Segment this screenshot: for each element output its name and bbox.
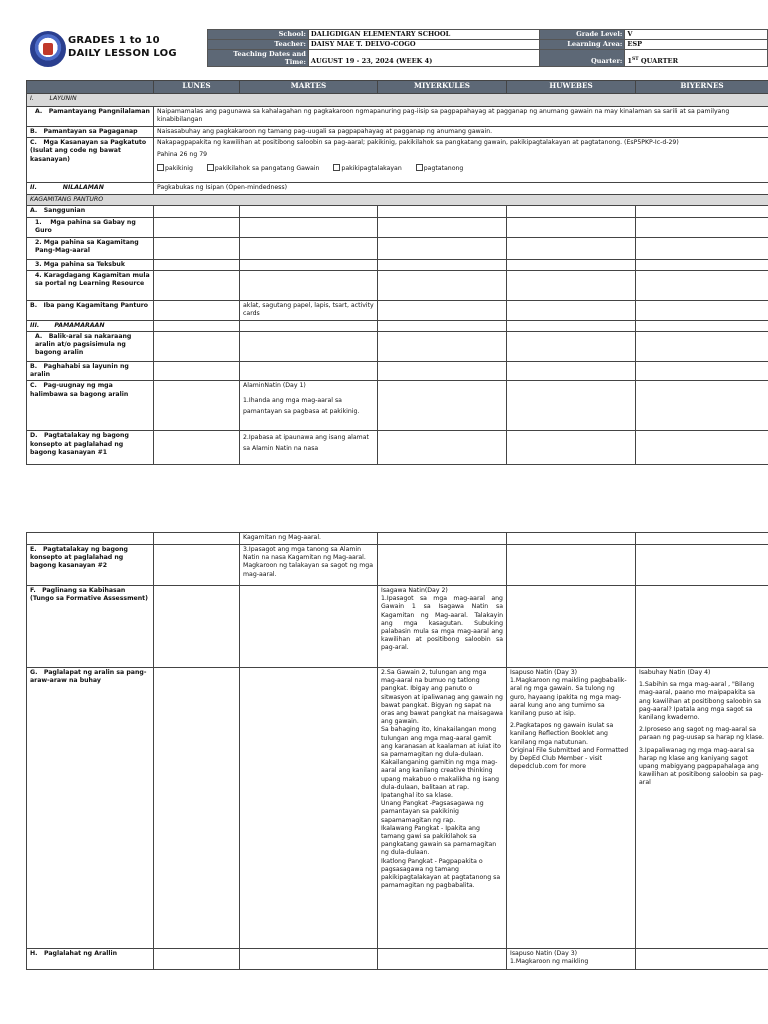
title-line-1: GRADES 1 to 10 bbox=[68, 35, 160, 46]
cell-empty bbox=[636, 332, 768, 362]
cell-empty bbox=[507, 362, 636, 381]
cell-empty bbox=[154, 431, 240, 465]
grade-value: V bbox=[625, 30, 768, 40]
row-label-gabay-guro: 1. Mga pahina sa Gabay ng Guro bbox=[27, 217, 154, 237]
cell-empty bbox=[154, 533, 240, 545]
checkbox-pagtatanong bbox=[416, 164, 464, 173]
cell-empty bbox=[636, 320, 768, 331]
row-label-iba-pang-kagamitan: B. Iba pang Kagamitang Panturo bbox=[27, 300, 154, 320]
cell-empty bbox=[507, 332, 636, 362]
depedclub-credit: Original File Submitted and Formatted by DepEd Club Member - visit depedclub.com for more bbox=[510, 746, 629, 771]
cell-empty bbox=[154, 949, 240, 970]
row-label-pagtatalakay-2: E. Pagtatalakay ng bagong konsepto at paglalahad ng bagong kasanayan #2 bbox=[27, 545, 154, 586]
checkbox-icon bbox=[207, 164, 214, 171]
cell-empty bbox=[240, 270, 378, 300]
cell-empty bbox=[378, 362, 507, 381]
header-info-table bbox=[207, 29, 768, 67]
check-label: pagtatanong bbox=[423, 164, 464, 172]
cell-empty bbox=[636, 217, 768, 237]
kasanayan-cell bbox=[154, 138, 768, 183]
quarter-label: Quarter: bbox=[539, 50, 625, 67]
dates-label-1: Teaching Dates and bbox=[233, 50, 306, 58]
ikalawang-pangkat: Ikalawang Pangkat - Ipakita ang tamang gawi sa pakikilahok sa pangkatang gawain sa pamamagitan ng dula-dulaan. bbox=[381, 824, 497, 857]
day-header-martes: MARTES bbox=[240, 81, 378, 94]
cell-empty bbox=[378, 545, 507, 586]
row-label-paglalahat: H. Paglalahat ng Arallin bbox=[27, 949, 154, 970]
school-label: School: bbox=[208, 30, 309, 40]
dates-label-2: Time: bbox=[284, 58, 306, 66]
cell-empty bbox=[507, 533, 636, 545]
cell-empty bbox=[240, 668, 378, 949]
row-label-kasanayan: C. Mga Kasanayan sa Pagkatuto (Isulat ang code ng bawat kasanayan) bbox=[27, 138, 154, 183]
row-label-paglinang: F. Paglinang sa Kabihasan (Tungo sa Formative Assessment) bbox=[27, 586, 154, 668]
cell-empty bbox=[378, 217, 507, 237]
checkbox-pakikinig bbox=[157, 164, 193, 173]
row-label-pamamaraan: III. PAMAMARAAN bbox=[27, 320, 154, 331]
cell-empty bbox=[636, 381, 768, 431]
cell-empty bbox=[240, 217, 378, 237]
isabuhay-step-3: 3.Ipapaliwanag ng mga mag-aaral sa harap ng klase ang kaniyang sagot upang mabigyang pagpapahalaga ang kawilihan at positibong saloobin sa pag-aral bbox=[639, 746, 764, 787]
checkbox-icon bbox=[157, 164, 164, 171]
isabuhay-step-2: 2.Iproseso ang sagot ng mag-aaral sa paraan ng pag-uusap sa harap ng klase. bbox=[639, 726, 765, 742]
teacher-value: DAISY MAE T. DELVO-COGO bbox=[308, 40, 539, 50]
cell-empty bbox=[240, 206, 378, 217]
check-label: pakikinig bbox=[165, 164, 193, 172]
cell-empty bbox=[154, 586, 240, 668]
cell-empty bbox=[507, 431, 636, 465]
cell-empty bbox=[636, 300, 768, 320]
cell-empty bbox=[378, 206, 507, 217]
cell-empty bbox=[507, 270, 636, 300]
cell-empty bbox=[378, 259, 507, 270]
cell-empty bbox=[636, 206, 768, 217]
pagtatalakay-1-martes: 2.Ipabasa at ipaunawa ang isang alamat sa Alamin Natin na nasa bbox=[240, 431, 378, 465]
row-label-paglalapat: G. Paglalapat ng aralin sa pang-araw-araw na buhay bbox=[27, 668, 154, 949]
cell-empty bbox=[240, 320, 378, 331]
deped-seal-icon bbox=[30, 31, 66, 67]
kasanayan-text: Nakapagpapakita ng kawilihan at positibong saloobin sa pag-aaral; pakikinig, pakikilahok sa pangkatang gawain, pakikipagtalakayan at pagtatanong. (EsP5PKP-Ic-d-29) bbox=[157, 139, 679, 147]
cell-empty bbox=[507, 381, 636, 431]
day-header-biyernes: BIYERNES bbox=[636, 81, 768, 94]
iba-pang-martes: aklat, sagutang papel, lapis, tsart, activity cards bbox=[240, 300, 378, 320]
paglalapat-miyerkules bbox=[378, 668, 507, 949]
corner-header bbox=[27, 81, 154, 94]
cell-empty bbox=[154, 270, 240, 300]
cell-empty bbox=[636, 431, 768, 465]
cell-empty bbox=[240, 586, 378, 668]
cell-empty bbox=[636, 259, 768, 270]
day-header-huwebes: HUWEBES bbox=[507, 81, 636, 94]
pagtatalakay-2-martes: 3.Ipasagot ang mga tanong sa Alamin Natin na nasa Kagamitan ng Mag-aaral. Magkaroon ng talakayan sa sagot ng mga mag-aaral. bbox=[240, 545, 378, 586]
cell-empty bbox=[240, 949, 378, 970]
cell-empty bbox=[507, 206, 636, 217]
cell-empty bbox=[154, 362, 240, 381]
cell-empty bbox=[507, 300, 636, 320]
check-label: pakikilahok sa pangatang Gawain bbox=[214, 164, 320, 172]
day-header-miyerkules: MIYERKULES bbox=[378, 81, 507, 94]
dates-value: AUGUST 19 - 23, 2024 (WEEK 4) bbox=[308, 50, 539, 67]
cell-empty bbox=[378, 381, 507, 431]
row-label-teksbuk: 3. Mga pahina sa Teksbuk bbox=[27, 259, 154, 270]
area-value: ESP bbox=[625, 40, 768, 50]
dates-label bbox=[208, 50, 309, 67]
teacher-label: Teacher: bbox=[208, 40, 309, 50]
cell-empty bbox=[636, 949, 768, 970]
paglalahat-text: 1.Magkaroon ng maikling bbox=[510, 958, 589, 966]
row-label-sanggunian: A. Sanggunian bbox=[27, 206, 154, 217]
checkbox-icon bbox=[416, 164, 423, 171]
checkbox-pakikipagtalakayan bbox=[333, 164, 401, 173]
isabuhay-step-1: 1.Sabihin sa mga mag-aaral , "Bilang mag-aaral, paano mo maipapakita sa ang kawilihan at positibong saloobin sa pag-aaral? Ipatala ang mga sagot sa kanilang kwaderno. bbox=[639, 681, 762, 722]
cell-empty bbox=[636, 362, 768, 381]
cell-empty bbox=[507, 586, 636, 668]
lesson-table-1 bbox=[26, 80, 768, 465]
cell-empty bbox=[154, 320, 240, 331]
kasanayan-pahina: Pahina 26 ng 79 bbox=[157, 151, 208, 159]
dll-title bbox=[68, 34, 177, 60]
cell-empty bbox=[154, 332, 240, 362]
row-label-balik-aral: A. Balik-aral sa nakaraang aralin at/o pagsisimula ng bagong aralin bbox=[27, 332, 154, 362]
cell-empty bbox=[378, 332, 507, 362]
pamantayan-pagaganap-text: Naisasabuhay ang pagkakaroon ng tamang pag-uugali sa pagpapahayag at pagganap ng anumang gawain. bbox=[154, 127, 768, 138]
cell-empty bbox=[636, 270, 768, 300]
isabuhay-title: Isabuhay Natin (Day 4) bbox=[639, 669, 711, 676]
cell-empty bbox=[378, 320, 507, 331]
section-layunin: I. LAYUNIN bbox=[27, 94, 768, 107]
cell-empty bbox=[507, 259, 636, 270]
paglalapat-biyernes bbox=[636, 668, 768, 949]
ikatlong-pangkat: Ikatlong Pangkat - Pagpapakita o pagsasagawa ng tamang pakikipagtalakayan at pagtatanong sa pamamagitan ng pagbabalita. bbox=[381, 857, 501, 890]
cell-empty bbox=[507, 217, 636, 237]
quarter-number: 1 bbox=[627, 57, 632, 65]
cell-empty bbox=[27, 533, 154, 545]
row-label-kagamitang-mag-aaral: 2. Mga pahina sa Kagamitang Pang-Mag-aaral bbox=[27, 237, 154, 259]
lesson-table-2 bbox=[26, 532, 768, 970]
paglalapat-huwebes bbox=[507, 668, 636, 949]
paglalahat-title: Isapuso Natin (Day 3) bbox=[510, 950, 578, 957]
cell-empty bbox=[507, 320, 636, 331]
pamantayang-pangnilalaman-text: Naipamamalas ang pagunawa sa kahalagahan ng pagkakaroon ngmapanuring pag-iisip sa pagpapahayag at pagganap ng anumang gawain na may kinalaman sa sarili at sa pamilyang kinabibilangan bbox=[154, 107, 768, 127]
gawain-2-dula: Sa bahaging ito, kinakailangan mong tulungan ang mga mag-aaral gamit ang karanasan at kaalaman at iuiat ito sa pamamagitan ng dula-dulaan. Kakailanganing gamitin ng mga mag-aaral ang kanilang creative thinking upang makabuo o makalikha ng isang dula-dulaan, balitaan at rap. Ipatanghal ito sa klase. bbox=[381, 726, 501, 800]
cell-empty bbox=[154, 668, 240, 949]
check-label: pakikipagtalakayan bbox=[341, 164, 402, 172]
area-label: Learning Area: bbox=[539, 40, 625, 50]
row-label-pamantayan-pagaganap: B. Pamantayan sa Pagaganap bbox=[27, 127, 154, 138]
cell-empty bbox=[378, 431, 507, 465]
cell-empty bbox=[154, 237, 240, 259]
cell-empty bbox=[636, 545, 768, 586]
cell-empty bbox=[240, 237, 378, 259]
cell-empty bbox=[240, 362, 378, 381]
cell-empty bbox=[240, 259, 378, 270]
cell-empty bbox=[378, 533, 507, 545]
pag-uugnay-martes-title: AlaminNatin (Day 1) bbox=[243, 382, 306, 390]
quarter-value bbox=[625, 50, 768, 67]
isagawa-text: 1.Ipasagot sa mga mag-aaral ang Gawain 1 sa Isagawa Natin sa Kagamitan ng Mag-aaral. Talakayin ang mga kasagutan. Subuking palabasin mula sa mga mag-aaral ang kawilihan at positibong saloobin sa pag-aral. bbox=[381, 595, 503, 652]
isapuso-step-1: 1.Magkaroon ng maikling pagbabalik-aral ng mga gawain. Sa tulong ng guro, hayaang ipakita ng mga mag-aaral kung ano ang tumimo sa kanilang puso at isip. bbox=[510, 677, 627, 718]
cell-empty bbox=[378, 949, 507, 970]
row-label-paghahabi: B. Paghahabi sa layunin ng aralin bbox=[27, 362, 154, 381]
cell-empty bbox=[507, 237, 636, 259]
isapuso-title: Isapuso Natin (Day 3) bbox=[510, 669, 578, 676]
nilalaman-text: Pagkabukas ng Isipan (Open-mindedness) bbox=[154, 183, 768, 195]
cell-empty bbox=[154, 217, 240, 237]
cell-empty bbox=[636, 533, 768, 545]
cell-empty bbox=[154, 300, 240, 320]
pag-uugnay-martes-text: 1.Ihanda ang mga mag-aaral sa pamantayan sa pagbasa at pakikinig. bbox=[243, 396, 360, 415]
cell-empty bbox=[507, 545, 636, 586]
checkbox-pakikilahok bbox=[207, 164, 320, 173]
cell-empty bbox=[378, 237, 507, 259]
row-label-karagdagang-kagamitan: 4. Karagdagang Kagamitan mula sa portal ng Learning Resource bbox=[27, 270, 154, 300]
unang-pangkat: Unang Pangkat -Pagsasagawa ng pamantayan sa pakikinig sapamamagitan ng rap. bbox=[381, 800, 484, 824]
kasanayan-checklist bbox=[157, 164, 765, 173]
continued-martes: Kagamitan ng Mag-aaral. bbox=[240, 533, 378, 545]
cell-empty bbox=[240, 332, 378, 362]
row-label-pag-uugnay: C. Pag-uugnay ng mga halimbawa sa bagong aralin bbox=[27, 381, 154, 431]
row-label-pamantayang-pangnilalaman: A. Pamantayang Pangnilalaman bbox=[27, 107, 154, 127]
dll-header bbox=[26, 29, 768, 73]
cell-empty bbox=[154, 545, 240, 586]
cell-empty bbox=[636, 237, 768, 259]
paglinang-miyerkules bbox=[378, 586, 507, 668]
isagawa-title: Isagawa Natin(Day 2) bbox=[381, 587, 448, 594]
cell-empty bbox=[378, 270, 507, 300]
pag-uugnay-martes bbox=[240, 381, 378, 431]
school-value: DALIGDIGAN ELEMENTARY SCHOOL bbox=[308, 30, 539, 40]
checkbox-icon bbox=[333, 164, 340, 171]
section-kagamitang-panturo: KAGAMITANG PANTURO bbox=[27, 195, 768, 206]
day-header-lunes: LUNES bbox=[154, 81, 240, 94]
row-label-pagtatalakay-1: D. Pagtatalakay ng bagong konsepto at paglalahad ng bagong kasanayan #1 bbox=[27, 431, 154, 465]
title-line-2: DAILY LESSON LOG bbox=[68, 48, 177, 59]
quarter-word: QUARTER bbox=[638, 57, 679, 65]
grade-label: Grade Level: bbox=[539, 30, 625, 40]
gawain-2-text: 2.Sa Gawain 2, tulungan ang mga mag-aaral na bumuo ng tatlong pangkat. Ibigay ang panuto o sitwasyon at ipaliwanag ang gawain ng bawat pangkat. Bigyan ng sapat na oras ang bawat pangkat na maisagawa ang gawain. bbox=[381, 669, 503, 726]
cell-empty bbox=[154, 259, 240, 270]
paglalahat-huwebes bbox=[507, 949, 636, 970]
quarter-suffix: ST bbox=[631, 56, 639, 62]
cell-empty bbox=[154, 381, 240, 431]
isapuso-step-2: 2.Pagkatapos ng gawain isulat sa kanilang Reflection Booklet ang kanilang mga natutunan. bbox=[510, 722, 614, 746]
cell-empty bbox=[154, 206, 240, 217]
row-label-nilalaman: II. NILALAMAN bbox=[27, 183, 154, 195]
cell-empty bbox=[636, 586, 768, 668]
cell-empty bbox=[378, 300, 507, 320]
